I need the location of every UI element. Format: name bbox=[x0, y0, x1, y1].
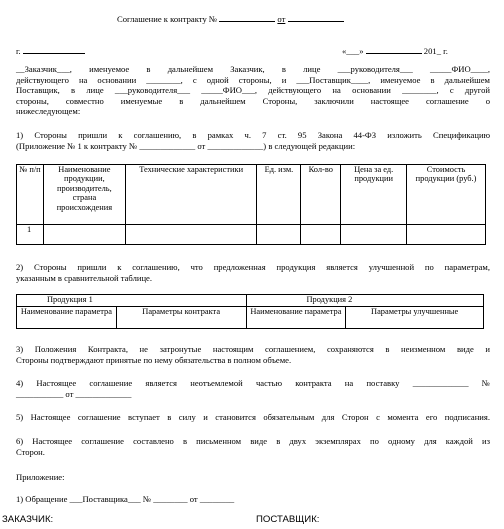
spec-col-name: Наименование продукции, производитель, страна происхождения bbox=[43, 165, 125, 225]
intro-line-1: __Заказчик___, именуемое в дальнейшем Заказчик, в лице ___руководителя___ _____ФИО____, bbox=[16, 64, 490, 74]
intro-line-3: Поставщик, в лице ___руководителя___ _____ФИО___, действующего на основании ________, с другой bbox=[16, 85, 490, 96]
spec-col-unit: Ед. изм. bbox=[257, 165, 301, 225]
compare-col-contract: Параметры контракта bbox=[116, 307, 246, 329]
appendix-label: Приложение: bbox=[16, 472, 65, 482]
clause-4-line-1: 4) Настоящее соглашение является неотъемлемой частью контракта на поставку _____________ № bbox=[16, 378, 490, 388]
title-date-mark: от bbox=[277, 14, 286, 24]
spec-cell-total[interactable] bbox=[407, 225, 486, 245]
clause-5-line: 5) Настоящее соглашение вступает в силу и становится обязательным для Сторон с момента его подписания. bbox=[16, 412, 490, 422]
city-blank[interactable] bbox=[23, 46, 85, 54]
spec-header-row bbox=[17, 165, 486, 225]
clause-4-line-2: ___________ от _____________ bbox=[16, 388, 132, 399]
intro-paragraph bbox=[16, 64, 490, 117]
clause-3-line-1: 3) Положения Контракта, не затронутые настоящим соглашением, сохраняются в неизменном виде и bbox=[16, 344, 490, 354]
clause-2-line-2: указанным в сравнительной таблице. bbox=[16, 272, 153, 283]
clause-1 bbox=[16, 130, 490, 151]
contract-date-blank[interactable] bbox=[288, 14, 344, 22]
spec-cell-specs[interactable] bbox=[125, 225, 257, 245]
year-text: 201_ г. bbox=[423, 46, 448, 56]
spec-cell-price[interactable] bbox=[341, 225, 407, 245]
clause-6 bbox=[16, 436, 490, 457]
intro-line-4: стороны, совместно именуемые в дальнейшем Стороны, заключили настоящее соглашение о bbox=[16, 95, 490, 106]
compare-cols-row bbox=[17, 307, 484, 329]
clause-6-line-2: Сторон. bbox=[16, 446, 45, 457]
title-prefix: Соглашение к контракту № bbox=[117, 14, 218, 24]
spec-cell-number[interactable]: 1 bbox=[17, 225, 44, 245]
intro-line-2: действующего на основании ________, с одной стороны, и ___Поставщик____, именуемое в дальнейшем bbox=[16, 74, 490, 85]
contract-number-blank[interactable] bbox=[219, 14, 275, 22]
compare-group-row bbox=[17, 295, 484, 307]
spec-cell-unit[interactable] bbox=[257, 225, 301, 245]
spec-col-total: Стоимость продукции (руб.) bbox=[407, 165, 486, 225]
spec-col-price: Цена за ед. продукции bbox=[341, 165, 407, 225]
date-open-quote: « bbox=[342, 46, 347, 56]
spec-col-qty: Кол-во bbox=[301, 165, 341, 225]
compare-col-improved: Параметры улучшенные bbox=[346, 307, 484, 329]
comparison-table bbox=[16, 294, 484, 329]
intro-line-5: нижеследующем: bbox=[16, 106, 81, 117]
clause-4 bbox=[16, 378, 490, 399]
document-title bbox=[117, 14, 344, 25]
specification-table bbox=[16, 164, 486, 245]
customer-signature-label: ЗАКАЗЧИК: bbox=[2, 514, 54, 525]
clause-2 bbox=[16, 262, 490, 283]
compare-col-param-1: Наименование параметра bbox=[17, 307, 117, 329]
clause-5 bbox=[16, 412, 490, 423]
month-blank[interactable] bbox=[366, 46, 422, 54]
spec-cell-qty[interactable] bbox=[301, 225, 341, 245]
spec-col-specs: Технические характеристики bbox=[125, 165, 257, 225]
agreement-date bbox=[342, 46, 448, 57]
city-prefix: г. bbox=[16, 46, 21, 56]
city-line bbox=[16, 46, 85, 57]
clause-1-line-2: (Приложение № 1 к контракту № _____________ от _____________) в следующей редакции: bbox=[16, 140, 356, 151]
clause-6-line-1: 6) Настоящее соглашение составлено в письменном виде в двух экземплярах по одному для каждой из bbox=[16, 436, 490, 446]
spec-col-number: № п/п bbox=[17, 165, 44, 225]
day-blank: ___ bbox=[346, 46, 360, 56]
supplier-signature-label: ПОСТАВЩИК: bbox=[256, 514, 320, 525]
clause-3-line-2: Стороны подтверждают принятые по нему обязательства в полном объеме. bbox=[16, 354, 292, 365]
compare-col-param-2: Наименование параметра bbox=[246, 307, 346, 329]
clause-2-line-1: 2) Стороны пришли к соглашению, что предложенная продукция является улучшенной по параметрам, bbox=[16, 262, 490, 272]
appendix-item: 1) Обращение ___Поставщика___ № ________ от ________ bbox=[16, 494, 235, 504]
spec-cell-name[interactable] bbox=[43, 225, 125, 245]
date-close-quote: » bbox=[359, 46, 364, 56]
clause-1-line-1: 1) Стороны пришли к соглашению, в рамках ч. 7 ст. 95 Закона 44-ФЗ изложить Спецификацию bbox=[16, 130, 490, 140]
table-row bbox=[17, 225, 486, 245]
product-2-header: Продукция 2 bbox=[246, 295, 484, 307]
clause-3 bbox=[16, 344, 490, 365]
product-1-header: Продукция 1 bbox=[17, 295, 247, 307]
